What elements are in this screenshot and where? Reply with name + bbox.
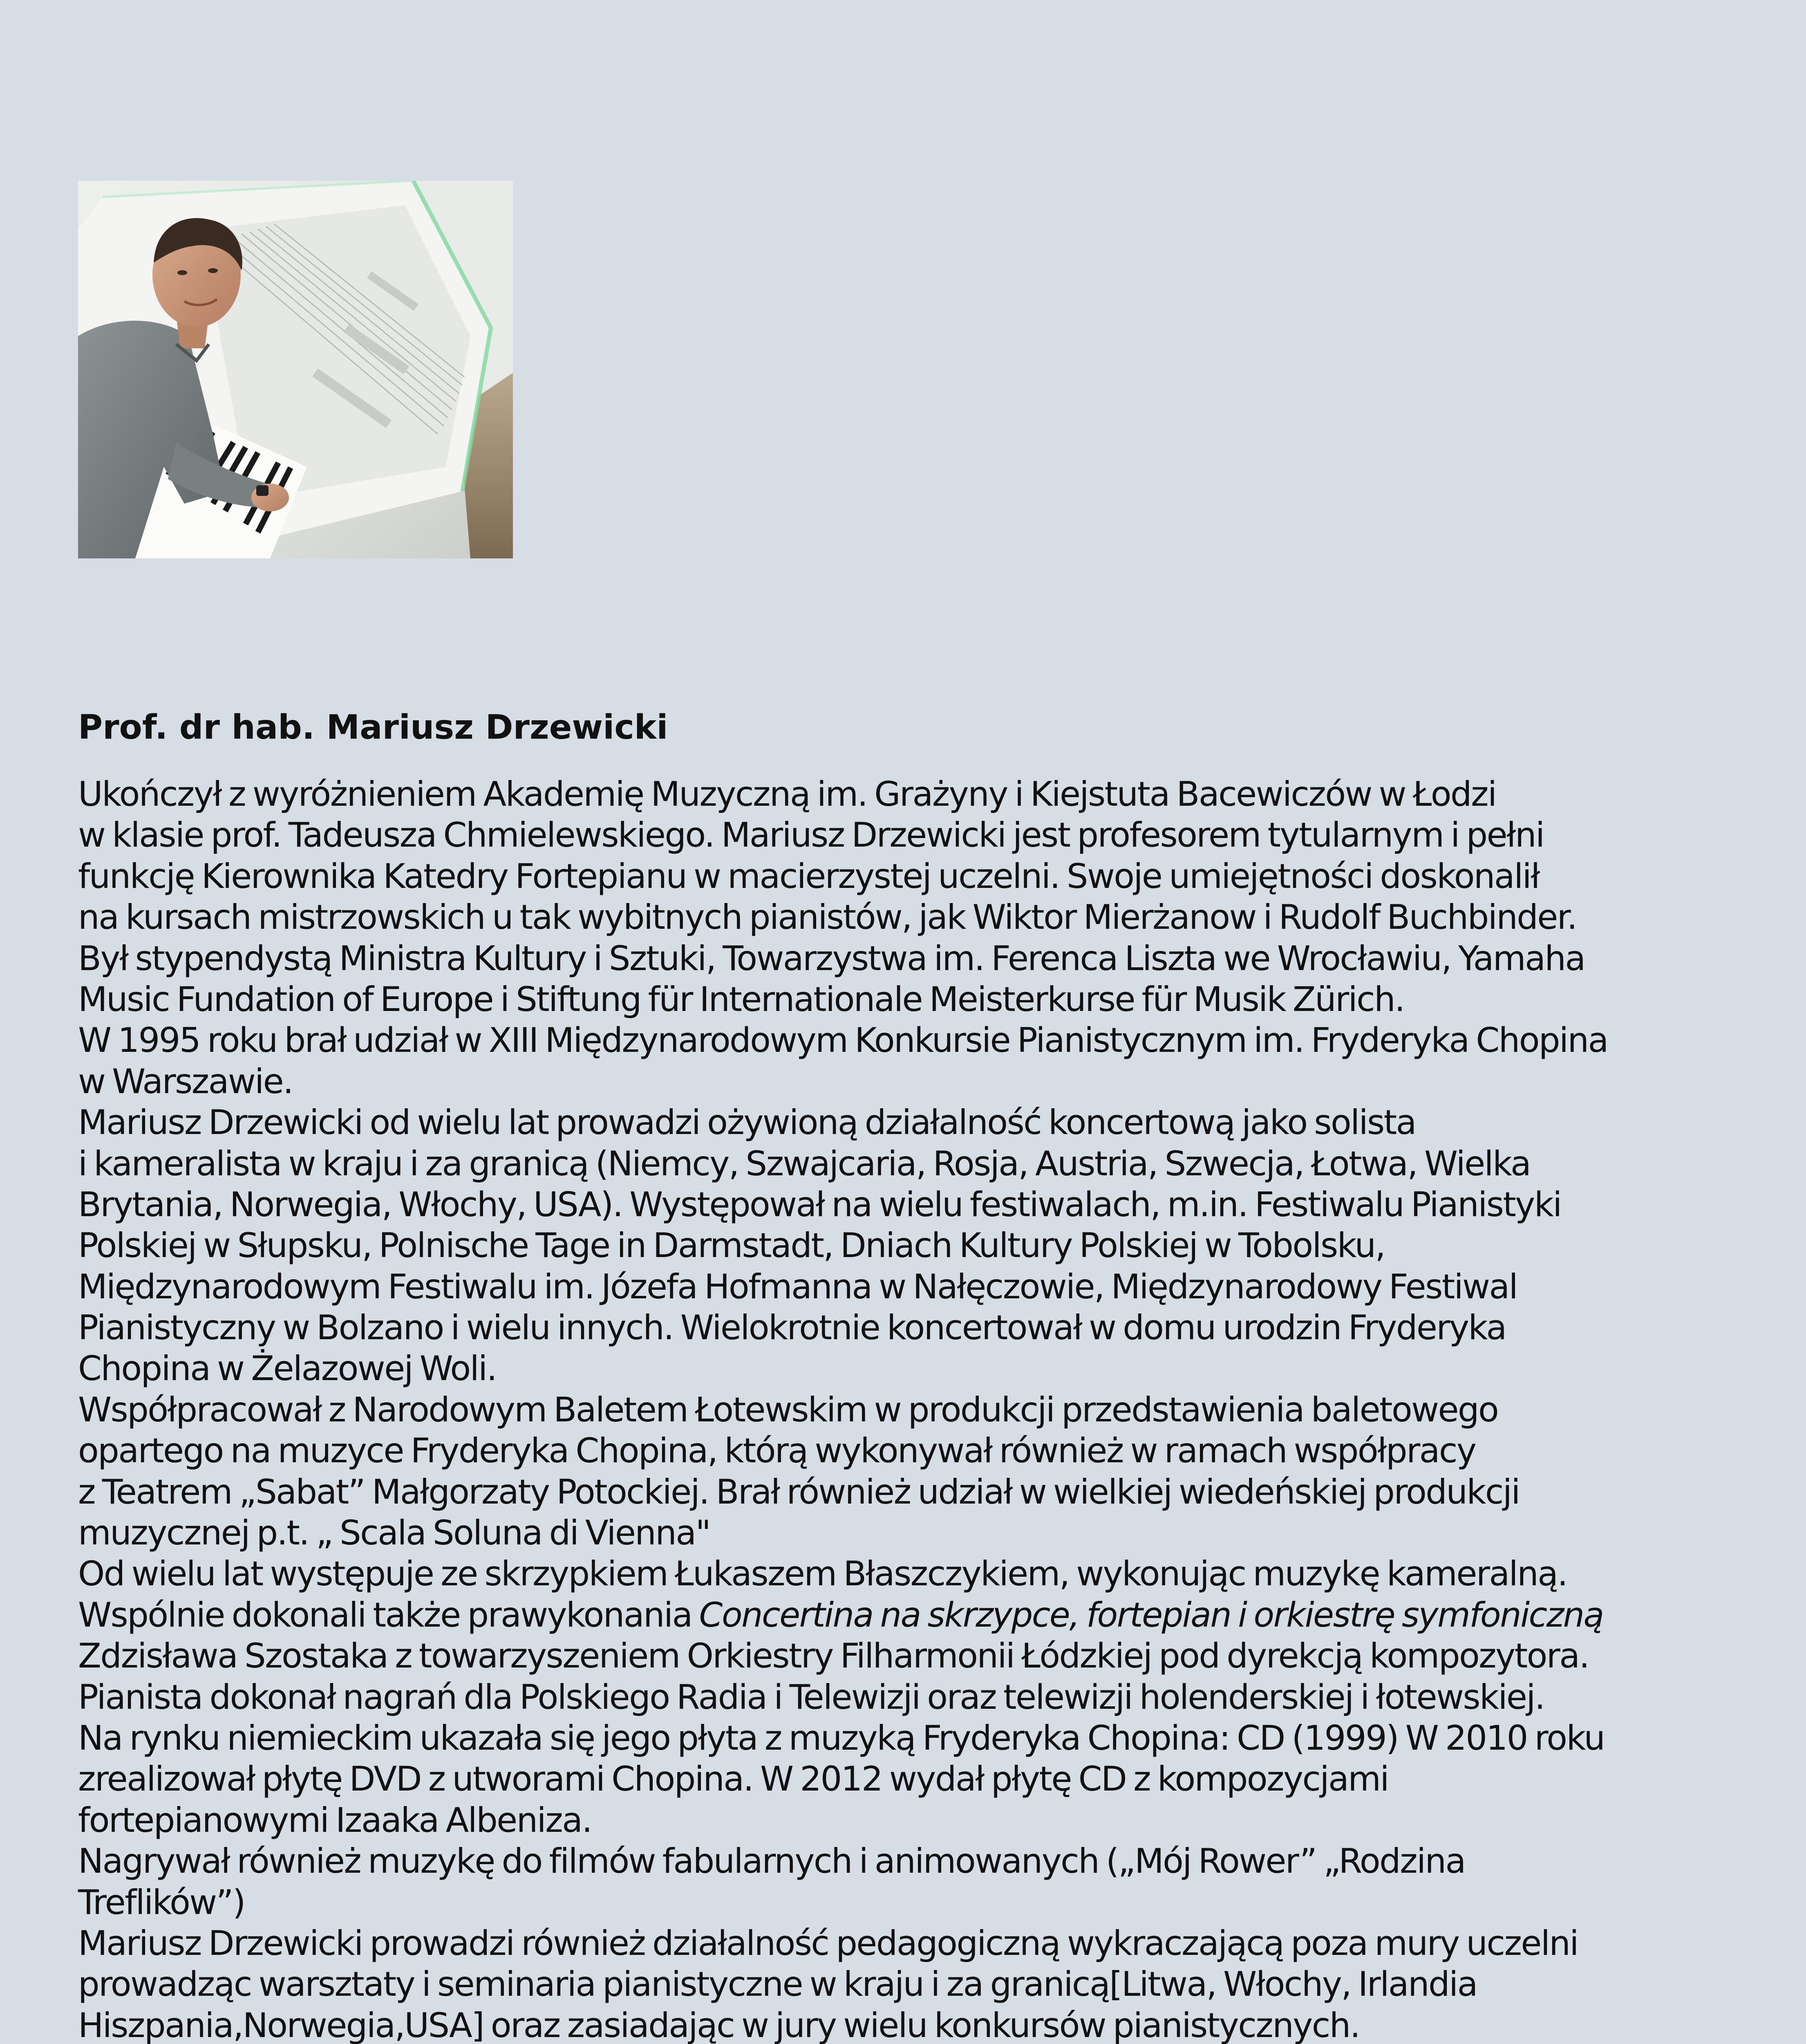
bio-line: Mariusz Drzewicki prowadzi również działalność pedagogiczną wykraczającą poza mury uczelni — [78, 1923, 1578, 1963]
bio-line: Współpracował z Narodowym Baletem Łotewskim w produkcji przedstawienia baletowego — [78, 1390, 1498, 1430]
bio-line: Ukończył z wyróżnieniem Akademię Muzyczną im. Grażyny i Kiejstuta Bacewiczów w Łodzi — [78, 774, 1496, 814]
bio-line-italic-title: Concertina na skrzypce, fortepian i orkiestrę symfoniczną — [699, 1595, 1603, 1635]
bio-line: opartego na muzyce Fryderyka Chopina, którą wykonywał również w ramach współpracy — [78, 1431, 1476, 1471]
bio-line: Od wielu lat występuje ze skrzypkiem Łukaszem Błaszczykiem, wykonując muzykę kameralną. — [78, 1554, 1567, 1594]
bio-line: Międzynarodowym Festiwalu im. Józefa Hofmanna w Nałęczowie, Międzynarodowy Festiwal — [78, 1266, 1517, 1307]
page-title: Prof. dr hab. Mariusz Drzewicki — [78, 708, 668, 747]
bio-line: Treflików”) — [78, 1882, 245, 1922]
bio-line: Brytania, Norwegia, Włochy, USA). Występował na wielu festiwalach, m.in. Festiwalu Pianistyki — [78, 1184, 1561, 1224]
bio-line: i kameralista w kraju i za granicą (Niemcy, Szwajcaria, Rosja, Austria, Szwecja, Łotwa, Wielka — [78, 1143, 1531, 1183]
bio-line: Zdzisława Szostaka z towarzyszeniem Orkiestry Filharmonii Łódzkiej pod dyrekcją kompozytora. — [78, 1636, 1589, 1676]
bio-line: fortepianowymi Izaaka Albeniza. — [78, 1800, 592, 1840]
bio-line-text: Wspólnie dokonali także prawykonania — [78, 1595, 699, 1635]
bio-line: funkcję Kierownika Katedry Fortepianu w macierzystej uczelni. Swoje umiejętności doskonalił — [78, 856, 1540, 896]
bio-line: w Warszawie. — [78, 1061, 293, 1101]
bio-line: z Teatrem „Sabat” Małgorzaty Potockiej. Brał również udział w wielkiej wiedeńskiej produkcji — [78, 1472, 1520, 1512]
bio-line: Był stypendystą Ministra Kultury i Sztuki, Towarzystwa im. Ferenca Liszta we Wrocławiu, Yamaha — [78, 938, 1585, 978]
bio-line: Nagrywał również muzykę do filmów fabularnych i animowanych („Mój Rower” „Rodzina — [78, 1841, 1465, 1881]
bio-line: na kursach mistrzowskich u tak wybitnych pianistów, jak Wiktor Mierżanow i Rudolf Buchbinder. — [78, 897, 1577, 937]
bio-line: Pianista dokonał nagrań dla Polskiego Radia i Telewizji oraz telewizji holenderskiej i łotewskiej. — [78, 1677, 1544, 1717]
bio-line: Polskiej w Słupsku, Polnische Tage in Darmstadt, Dniach Kultury Polskiej w Tobolsku, — [78, 1226, 1385, 1266]
bio-line: prowadząc warsztaty i seminaria pianistyczne w kraju i za granicą[Litwa, Włochy, Irlandia — [78, 1964, 1477, 2004]
bio-line: Na rynku niemieckim ukazała się jego płyta z muzyką Fryderyka Chopina: CD (1999) W 2010 roku — [78, 1718, 1605, 1758]
bio-line: Music Fundation of Europe i Stiftung für Internationale Meisterkurse für Musik Zürich. — [78, 979, 1404, 1019]
bio-line: Mariusz Drzewicki od wielu lat prowadzi ożywioną działalność koncertową jako solista — [78, 1103, 1416, 1143]
bio-line: Hiszpania,Norwegia,USA] oraz zasiadając w jury wielu konkursów pianistycznych. — [78, 2005, 1360, 2044]
bio-line: w klasie prof. Tadeusza Chmielewskiego. Mariusz Drzewicki jest profesorem tytularnym i pełni — [78, 815, 1544, 855]
bio-line: Pianistyczny w Bolzano i wielu innych. Wielokrotnie koncertował w domu urodzin Fryderyka — [78, 1308, 1506, 1348]
bio-line: W 1995 roku brał udział w XIII Międzynarodowym Konkursie Pianistycznym im. Fryderyka Chopina — [78, 1020, 1608, 1060]
bio-line-with-italic — [78, 1595, 1795, 1636]
bio-line: muzycznej p.t. „ Scala Soluna di Vienna" — [78, 1513, 710, 1553]
bio-line: zrealizował płytę DVD z utworami Chopina. W 2012 wydał płytę CD z kompozycjami — [78, 1759, 1388, 1799]
biography-text — [78, 774, 1795, 2044]
portrait-photo — [78, 181, 513, 558]
bio-line: Chopina w Żelazowej Woli. — [78, 1349, 497, 1389]
